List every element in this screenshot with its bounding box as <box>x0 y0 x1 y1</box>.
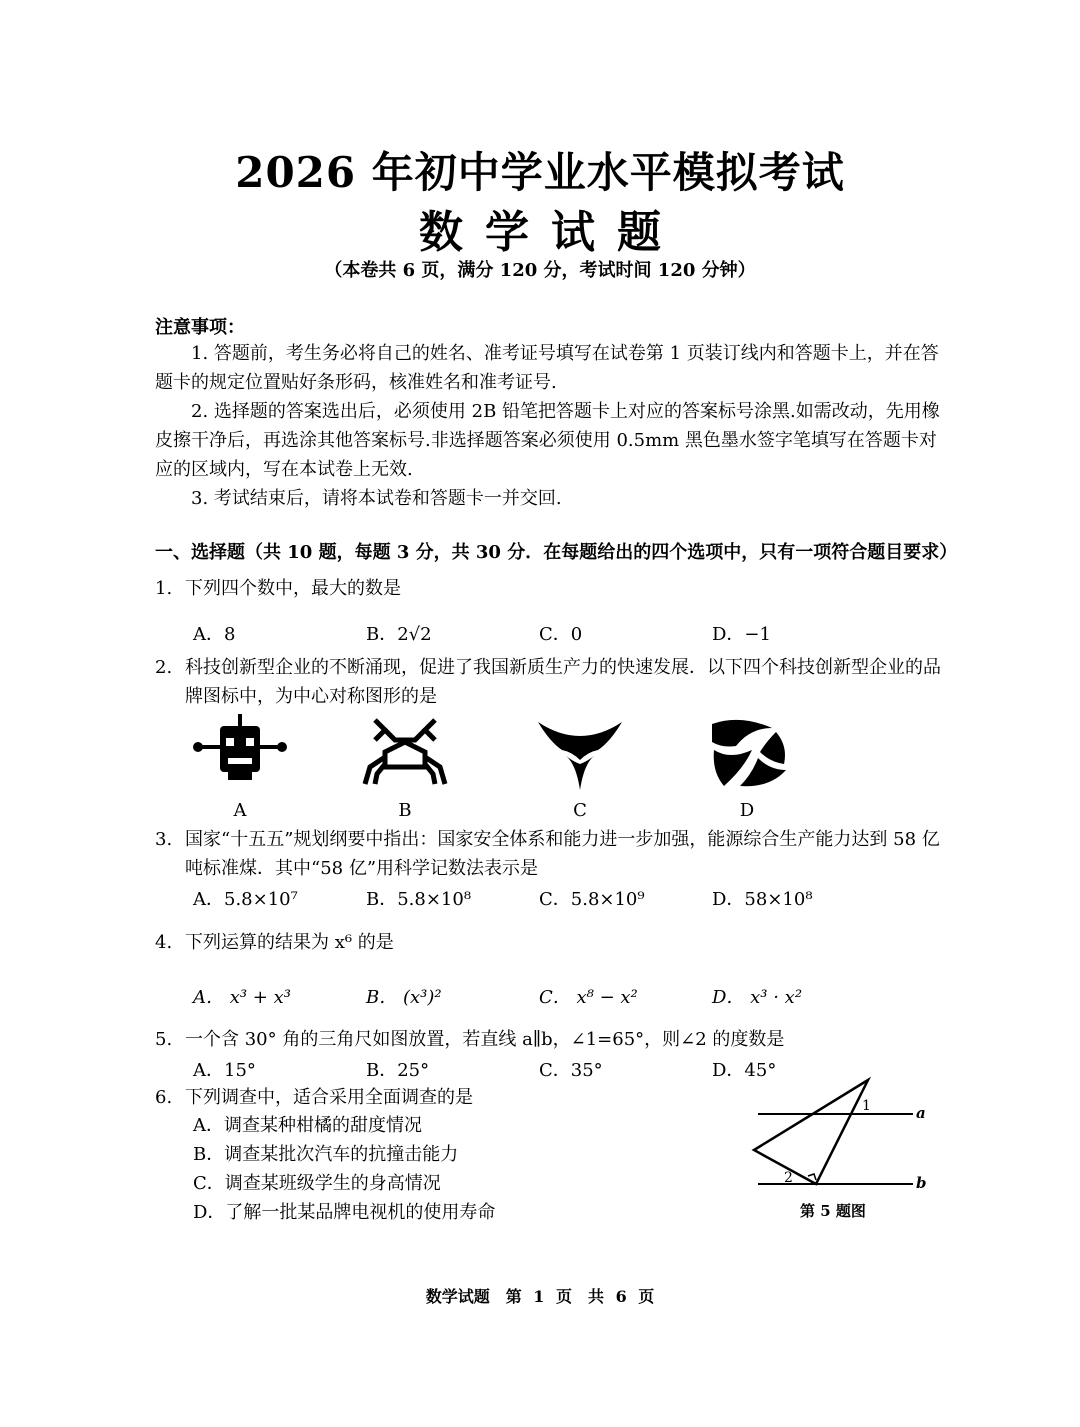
question-4 <box>155 928 945 957</box>
page-footer: 数学试题 第 1 页 共 6 页 <box>425 1287 655 1306</box>
option-d: D． x³ · x² <box>712 987 803 1008</box>
question-text: 下列调查中，适合采用全面调查的是 <box>185 1087 473 1108</box>
question-5 <box>155 1025 945 1054</box>
option-d: D．58×10⁸ <box>712 889 813 910</box>
subject-title: 数学试题 <box>419 207 683 258</box>
question-number: 4. <box>155 932 173 953</box>
swirl-logo-icon <box>700 712 800 792</box>
question-1 <box>155 574 945 603</box>
option-d: D．−1 <box>712 624 771 645</box>
line-a-label: a <box>916 1104 926 1122</box>
exam-title: 2026 年初中学业水平模拟考试 <box>235 148 845 197</box>
angle-1-label: 1 <box>862 1098 871 1114</box>
crab-logo-icon <box>355 712 455 792</box>
option-a: A．8 <box>193 624 236 645</box>
question-number: 5. <box>155 1029 173 1050</box>
notes-list <box>155 339 945 513</box>
question-6-options <box>193 1111 495 1227</box>
option-c: C．5.8×10⁹ <box>539 889 645 910</box>
note-item: 3. 考试结束后，请将本试卷和答题卡一并交回. <box>191 488 562 509</box>
section-heading: 一、选择题（共 10 题，每题 3 分，共 30 分．在每题给出的四个选项中，只有一项符合题目要求） <box>155 542 958 563</box>
question-number: 6. <box>155 1087 173 1108</box>
question-text: 国家“十五五”规划纲要中指出：国家安全体系和能力进一步加强，能源综合生产能力达到 58 亿吨标准煤．其中“58 亿”用科学记数法表示是 <box>185 829 940 879</box>
option-c: C． x⁸ − x² <box>539 987 638 1008</box>
option-b: B．25° <box>366 1060 430 1081</box>
question-number: 2. <box>155 657 173 678</box>
option-b: B． (x³)² <box>366 987 442 1008</box>
line-b-label: b <box>916 1174 927 1192</box>
question-3 <box>155 825 945 883</box>
option-a: A．5.8×10⁷ <box>193 889 298 910</box>
logo-label-c: C <box>573 800 587 821</box>
notes-heading: 注意事项： <box>155 317 245 338</box>
question-2 <box>155 653 945 711</box>
question-text: 下列运算的结果为 x⁶ 的是 <box>185 932 394 953</box>
curved-triangle-logo-icon <box>530 712 630 792</box>
option-a: A．15° <box>193 1060 256 1081</box>
option-c: C．0 <box>539 624 583 645</box>
note-item: 2. 选择题的答案选出后，必须使用 2B 铅笔把答题卡上对应的答案标号涂黑.如需改动，先用橡皮擦干净后，再选涂其他答案标号.非选择题答案必须使用 0.5mm 黑色墨水签字笔填写在答题卡对应的区域内，写在本试卷上无效. <box>155 401 940 480</box>
option-c: C．35° <box>539 1060 603 1081</box>
option-b: B．2√2 <box>366 624 432 645</box>
note-item: 1. 答题前，考生务必将自己的姓名、准考证号填写在试卷第 1 页装订线内和答题卡上，并在答题卡的规定位置贴好条形码，核准姓名和准考证号. <box>155 343 939 393</box>
logo-label-b: B <box>398 800 412 821</box>
option-b: B．调查某批次汽车的抗撞击能力 <box>193 1144 459 1165</box>
question-text: 科技创新型企业的不断涌现，促进了我国新质生产力的快速发展．以下四个科技创新型企业的品牌图标中，为中心对称图形的是 <box>185 657 941 707</box>
option-a: A．调查某种柑橘的甜度情况 <box>193 1115 422 1136</box>
triangle-parallel-lines-figure <box>748 1076 938 1196</box>
option-b: B．5.8×10⁸ <box>366 889 472 910</box>
option-d: D．了解一批某品牌电视机的使用寿命 <box>193 1202 496 1223</box>
question-number: 1. <box>155 578 173 599</box>
option-d: D．45° <box>712 1060 777 1081</box>
logo-label-a: A <box>233 800 247 821</box>
angle-2-label: 2 <box>784 1170 793 1186</box>
question-text: 下列四个数中，最大的数是 <box>185 578 401 599</box>
logo-label-d: D <box>739 800 755 821</box>
option-a: A． x³ + x³ <box>193 987 291 1008</box>
question-text: 一个含 30° 角的三角尺如图放置，若直线 a∥b，∠1=65°，则∠2 的度数是 <box>185 1029 785 1050</box>
option-c: C．调查某班级学生的身高情况 <box>193 1173 441 1194</box>
question-number: 3. <box>155 829 173 850</box>
robot-logo-icon <box>190 712 290 792</box>
figure-caption: 第 5 题图 <box>800 1202 866 1220</box>
exam-info: （本卷共 6 页，满分 120 分，考试时间 120 分钟） <box>324 260 756 281</box>
